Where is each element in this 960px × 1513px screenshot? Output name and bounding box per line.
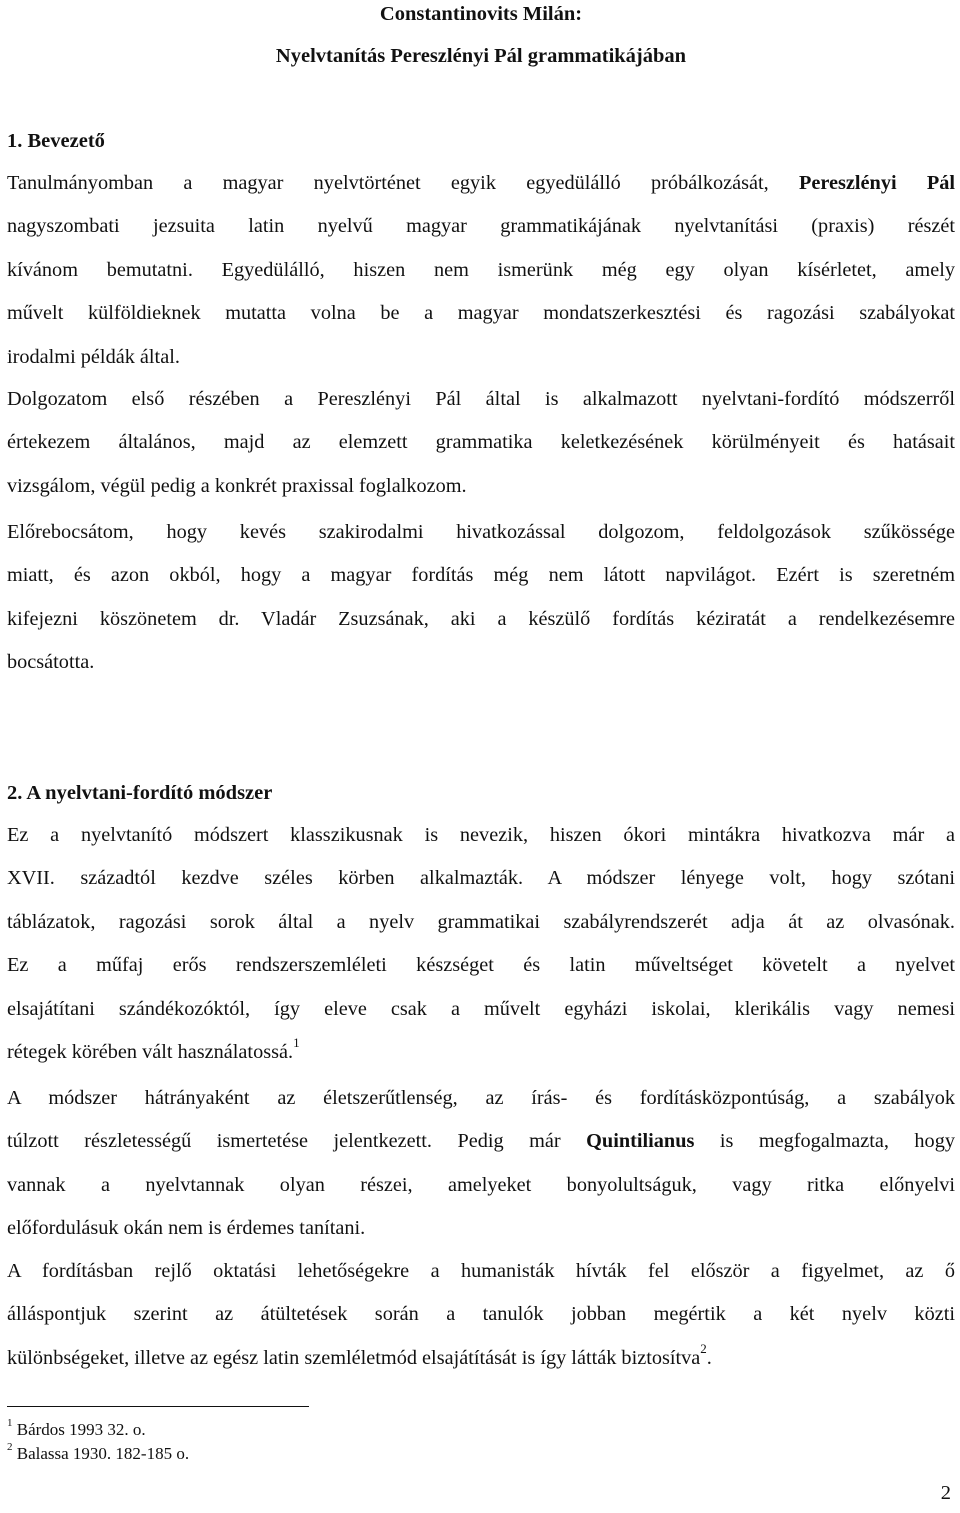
footnote — [7, 1443, 189, 1465]
text-line: Előrebocsátom, hogy kevés szakirodalmi hivatkozással dolgozom, feldolgozások szűkössége — [7, 521, 955, 543]
text-line: bocsátotta. — [7, 651, 95, 674]
text-line: A módszer hátrányaként az életszerűtlenség, az írás- és fordításközpontúság, a szabályok — [7, 1087, 955, 1109]
text-line: kívánom bemutatni. Egyedülálló, hiszen nem ismerünk még egy olyan kísérletet, amely — [7, 258, 955, 281]
text-line: miatt, és azon okból, hogy a magyar fordítás még nem látott napvilágot. Ezért is szeretném — [7, 564, 955, 587]
text-line: álláspontjuk szerint az átültetések során a tanulók jobban megértik a két nyelv közti — [7, 1303, 955, 1326]
footnote-number: 1 — [7, 1417, 13, 1430]
paragraph — [7, 1250, 955, 1380]
footnote — [7, 1419, 146, 1441]
text-line: vannak a nyelvtannak olyan részei, amelyeket bonyolultságuk, vagy ritka előnyelvi — [7, 1173, 955, 1196]
text-line: elsajátítani szándékozóktól, így eleve csak a művelt egyházi iskolai, klerikális vagy nemesi — [7, 997, 955, 1020]
text-line: különbségeket, illetve az egész latin szemléletmód elsajátítását is így látták biztosítva$^2$. — [7, 1341, 712, 1369]
text-line: Ez a nyelvtanító módszert klasszikusnak is nevezik, hiszen ókori mintákra hivatkozva már a — [7, 824, 955, 846]
document-title: Nyelvtanítás Pereszlényi Pál grammatikájában — [275, 45, 687, 67]
text-line: irodalmi példák által. — [7, 345, 180, 368]
text-line: előfordulásuk okán nem is érdemes tanítani. — [7, 1217, 366, 1240]
text-line: kifejezni köszönetem dr. Vladár Zsuzsának, aki a készülő fordítás kéziratát a rendelkezésemre — [7, 607, 955, 630]
paragraph — [7, 162, 955, 379]
text-line: Ez a műfaj erős rendszerszemléleti készséget és latin műveltséget követelt a nyelvet — [7, 954, 955, 977]
footnote-text: Balassa 1930. 182-185 o. — [16, 1444, 190, 1463]
footnote-number: 2 — [7, 1441, 13, 1454]
text-line: XVII. századtól kezdve széles körben alkalmazták. A módszer lényege volt, hogy szótani — [7, 867, 955, 890]
text-line: A fordításban rejlő oktatási lehetőségekre a humanisták hívták fel először a figyelmet, az ő — [7, 1260, 955, 1282]
page-number: 2 — [940, 1482, 951, 1504]
text-line: értekezem általános, majd az elemzett grammatika keletkezésének körülményeit és hatásait — [7, 431, 955, 454]
text-line: vizsgálom, végül pedig a konkrét praxissal foglalkozom. — [7, 474, 467, 497]
section-heading-method: 2. A nyelvtani-fordító módszer — [7, 782, 273, 804]
text-line: táblázatok, ragozási sorok által a nyelv grammatikai szabályrendszerét adja át az olvasónak. — [7, 910, 955, 933]
footnote-ref[interactable]: 1 — [293, 1035, 300, 1051]
paragraph — [7, 511, 955, 685]
paragraph — [7, 1077, 955, 1251]
footnote-divider — [7, 1406, 309, 1407]
footnote-text: Bárdos 1993 32. o. — [16, 1420, 146, 1439]
text-line: túlzott részletességű ismertetése jelentkezett. Pedig már Quintilianus is megfogalmazta, hogy — [7, 1130, 955, 1153]
paragraph — [7, 814, 955, 1074]
paragraph — [7, 378, 955, 508]
section-heading-intro: 1. Bevezető — [7, 130, 105, 152]
text-line: rétegek körében vált használatossá.$^1$ — [7, 1035, 300, 1064]
text-line: Dolgozatom első részében a Pereszlényi Pál által is alkalmazott nyelvtani-fordító módszerről — [7, 388, 955, 410]
emphasis-name: Pereszlényi Pál — [798, 172, 955, 194]
emphasis-name: Quintilianus — [586, 1130, 695, 1153]
footnote-ref[interactable]: 2 — [700, 1341, 707, 1357]
text-line: Tanulmányomban a magyar nyelvtörténet egyik egyedülálló próbálkozását, Pereszlényi Pál — [7, 172, 955, 194]
text-line: nagyszombati jezsuita latin nyelvű magyar grammatikájának nyelvtanítási (praxis) részét — [7, 215, 955, 238]
author-line: Constantinovits Milán: — [379, 3, 583, 25]
text-line: művelt külföldieknek mutatta volna be a magyar mondatszerkesztési és ragozási szabályokat — [7, 302, 955, 325]
